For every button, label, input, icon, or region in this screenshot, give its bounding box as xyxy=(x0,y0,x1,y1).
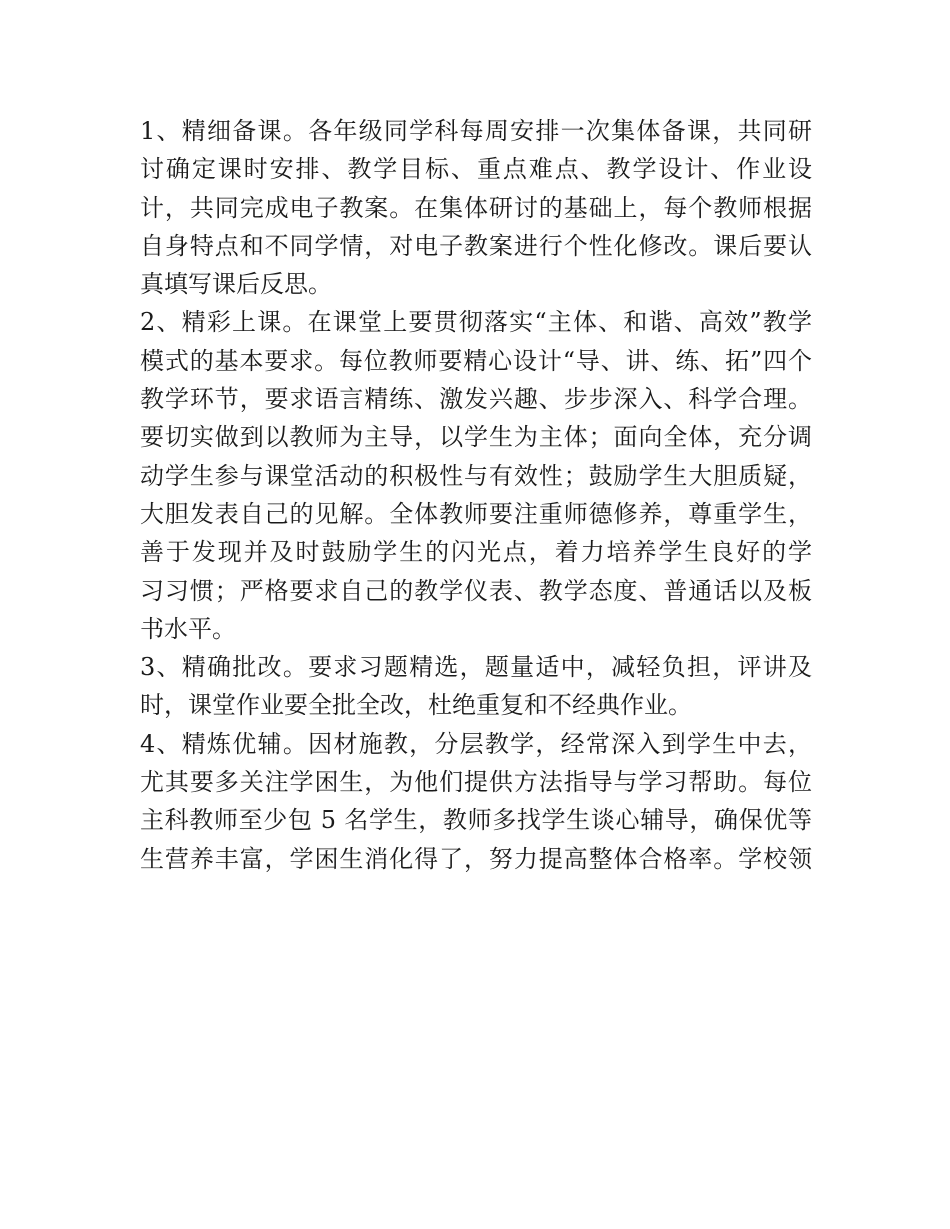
text-line: 生营养丰富，学困生消化得了，努力提高整体合格率。学校领 xyxy=(140,844,812,873)
paragraph-lesson-preparation xyxy=(140,112,812,303)
text-line: 计，共同完成电子教案。在集体研讨的基础上，每个教师根据 xyxy=(140,193,812,222)
text-line: 主科教师至少包 5 名学生，教师多找学生谈心辅导，确保优等 xyxy=(140,806,812,835)
paragraph-homework-correction xyxy=(140,648,812,725)
text-line: 4、精炼优辅。因材施教，分层教学，经常深入到学生中去， xyxy=(140,729,812,758)
text-line: 习习惯；严格要求自己的教学仪表、教学态度、普通话以及板 xyxy=(140,576,812,605)
text-line: 要切实做到以教师为主导，以学生为主体；面向全体，充分调 xyxy=(140,423,812,452)
text-line: 动学生参与课堂活动的积极性与有效性；鼓励学生大胆质疑， xyxy=(140,461,812,490)
text-line: 讨确定课时安排、教学目标、重点难点、教学设计、作业设 xyxy=(140,155,812,184)
text-line: 时，课堂作业要全批全改，杜绝重复和不经典作业。 xyxy=(140,691,692,720)
text-line: 大胆发表自己的见解。全体教师要注重师德修养，尊重学生， xyxy=(140,499,812,528)
text-line: 善于发现并及时鼓励学生的闪光点，着力培养学生良好的学 xyxy=(140,538,812,567)
paragraph-tutoring xyxy=(140,725,812,878)
text-line: 真填写课后反思。 xyxy=(140,270,332,299)
text-line: 尤其要多关注学困生，为他们提供方法指导与学习帮助。每位 xyxy=(140,768,812,797)
text-line: 自身特点和不同学情，对电子教案进行个性化修改。课后要认 xyxy=(140,231,812,260)
document-body xyxy=(140,112,812,878)
text-line: 3、精确批改。要求习题精选，题量适中，减轻负担，评讲及 xyxy=(140,653,812,682)
text-line: 1、精细备课。各年级同学科每周安排一次集体备课，共同研 xyxy=(140,117,812,145)
text-line: 模式的基本要求。每位教师要精心设计“导、讲、练、拓”四个 xyxy=(140,346,812,375)
text-line: 教学环节，要求语言精练、激发兴趣、步步深入、科学合理。 xyxy=(140,385,812,414)
text-line: 书水平。 xyxy=(140,614,236,643)
text-line: 2、精彩上课。在课堂上要贯彻落实“主体、和谐、高效”教学 xyxy=(140,308,812,337)
paragraph-classroom-teaching xyxy=(140,303,812,648)
